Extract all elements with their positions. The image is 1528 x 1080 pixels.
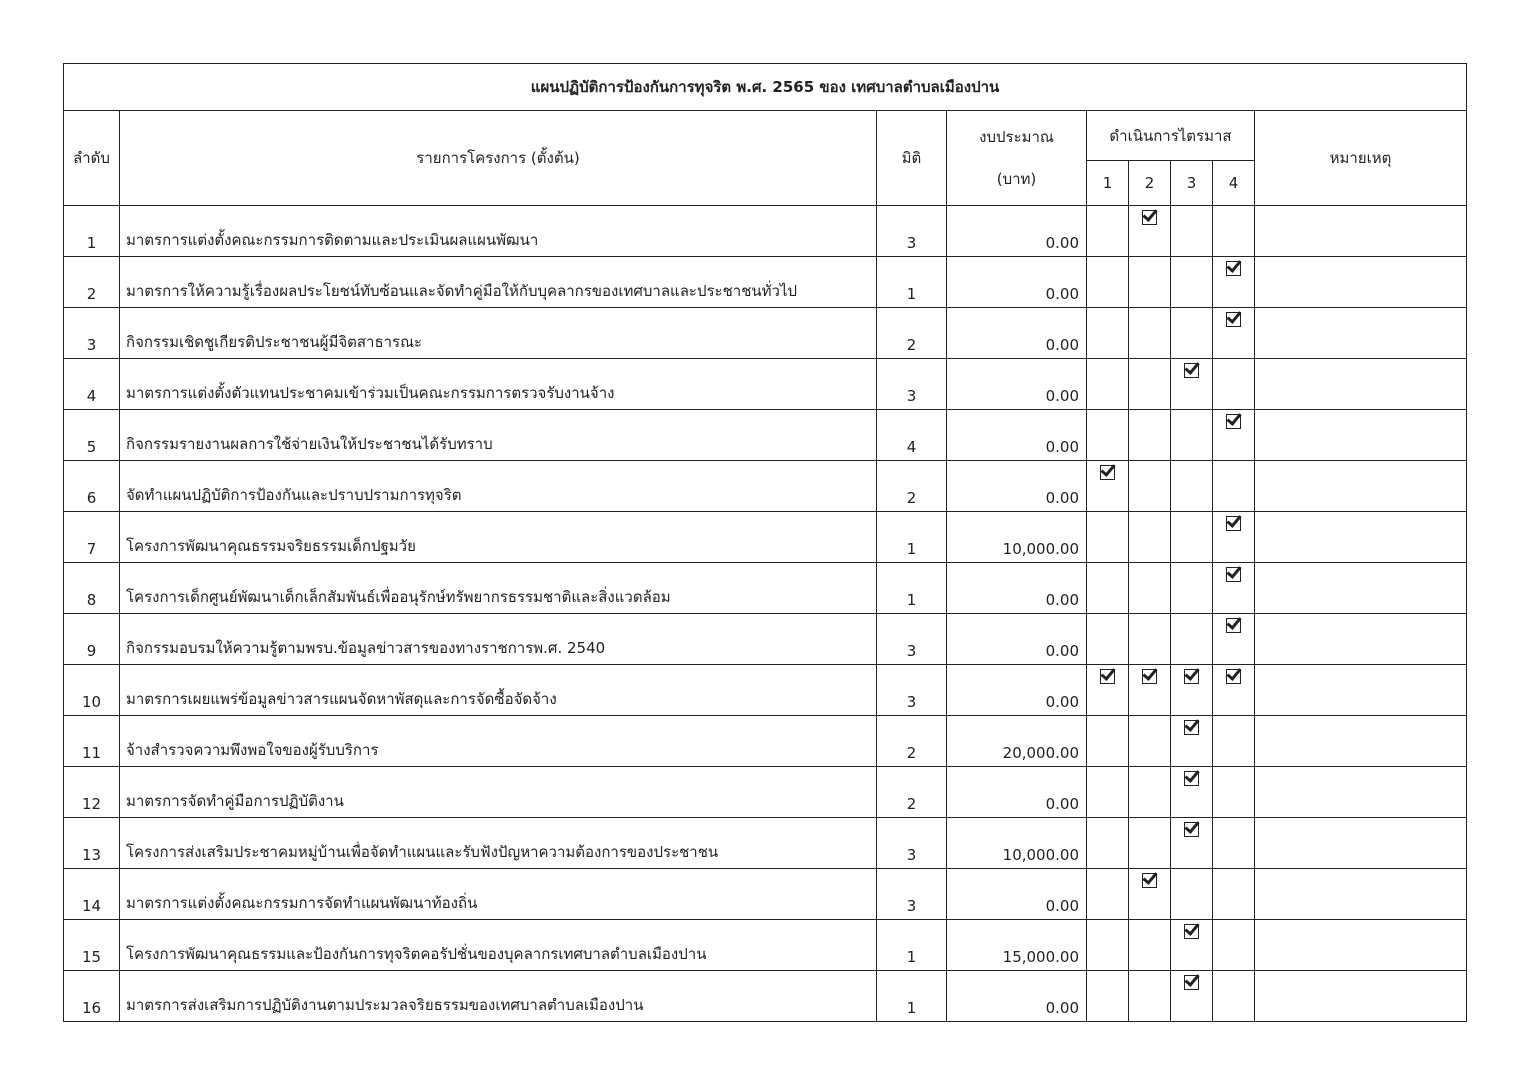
checkbox-checked-icon [1226,567,1241,582]
table-row [64,869,1467,920]
project-name: จ้างสำรวจความพึงพอใจของผู้รับบริการ [120,716,877,767]
quarter-2-cell [1129,512,1171,563]
remark-cell [1255,308,1467,359]
checkbox-checked-icon [1142,669,1157,684]
quarter-4-cell [1213,461,1255,512]
budget-value: 0.00 [947,410,1087,461]
table-body [64,206,1467,1022]
dimension-value: 1 [877,512,947,563]
quarter-2-cell [1129,206,1171,257]
table-row [64,461,1467,512]
table-row [64,206,1467,257]
quarter-2-cell [1129,614,1171,665]
remark-cell [1255,461,1467,512]
quarter-4-cell [1213,308,1255,359]
quarter-2-cell [1129,869,1171,920]
remark-cell [1255,971,1467,1022]
quarter-4-cell [1213,257,1255,308]
project-name: โครงการเด็กศูนย์พัฒนาเด็กเล็กสัมพันธ์เพื่ออนุรักษ์ทรัพยากรธรรมชาติและสิ่งแวดล้อม [120,563,877,614]
dimension-value: 3 [877,818,947,869]
remark-cell [1255,563,1467,614]
budget-value: 10,000.00 [947,818,1087,869]
budget-value: 20,000.00 [947,716,1087,767]
quarter-4-cell [1213,359,1255,410]
quarter-3-cell [1171,308,1213,359]
budget-value: 0.00 [947,665,1087,716]
dimension-value: 3 [877,665,947,716]
checkbox-checked-icon [1226,261,1241,276]
row-number: 15 [64,920,120,971]
quarter-3-cell [1171,767,1213,818]
quarter-1-cell [1087,410,1129,461]
checkbox-checked-icon [1100,669,1115,684]
quarter-4-cell [1213,563,1255,614]
quarter-2-cell [1129,818,1171,869]
dimension-value: 3 [877,869,947,920]
project-name: มาตรการแต่งตั้งคณะกรรมการติดตามและประเมินผลแผนพัฒนา [120,206,877,257]
quarter-1-cell [1087,971,1129,1022]
remark-cell [1255,767,1467,818]
project-name: กิจกรรมอบรมให้ความรู้ตามพรบ.ข้อมูลข่าวสารของทางราชการพ.ศ. 2540 [120,614,877,665]
quarter-4-cell [1213,410,1255,461]
quarter-2-cell [1129,563,1171,614]
table-row [64,359,1467,410]
quarter-4-cell [1213,818,1255,869]
quarter-2-cell [1129,359,1171,410]
quarter-4-cell [1213,869,1255,920]
project-name: มาตรการส่งเสริมการปฏิบัติงานตามประมวลจริยธรรมของเทศบาลตำบลเมืองปาน [120,971,877,1022]
quarter-2-cell [1129,257,1171,308]
quarter-3-cell [1171,869,1213,920]
dimension-value: 1 [877,920,947,971]
project-name: มาตรการแต่งตั้งคณะกรรมการจัดทำแผนพัฒนาท้องถิ่น [120,869,877,920]
quarter-4-cell [1213,512,1255,563]
quarter-1-cell [1087,206,1129,257]
table-row [64,614,1467,665]
row-number: 16 [64,971,120,1022]
quarter-3-cell [1171,461,1213,512]
project-name: โครงการส่งเสริมประชาคมหมู่บ้านเพื่อจัดทำแผนและรับฟังปัญหาความต้องการของประชาชน [120,818,877,869]
quarter-1-cell [1087,563,1129,614]
remark-cell [1255,206,1467,257]
quarter-4-cell [1213,665,1255,716]
budget-value: 0.00 [947,563,1087,614]
budget-value: 0.00 [947,614,1087,665]
header-quarter: ดำเนินการไตรมาส [1087,111,1255,161]
quarter-4-cell [1213,206,1255,257]
checkbox-checked-icon [1184,822,1199,837]
quarter-4-cell [1213,614,1255,665]
quarter-3-cell [1171,206,1213,257]
budget-value: 0.00 [947,869,1087,920]
table-row [64,818,1467,869]
budget-value: 0.00 [947,461,1087,512]
quarter-2-cell [1129,308,1171,359]
quarter-1-cell [1087,818,1129,869]
row-number: 7 [64,512,120,563]
checkbox-checked-icon [1184,669,1199,684]
table-row [64,410,1467,461]
quarter-1-cell [1087,257,1129,308]
remark-cell [1255,869,1467,920]
dimension-value: 3 [877,359,947,410]
table-row [64,920,1467,971]
checkbox-checked-icon [1226,669,1241,684]
checkbox-checked-icon [1100,465,1115,480]
quarter-2-cell [1129,410,1171,461]
table-row [64,257,1467,308]
quarter-2-cell [1129,461,1171,512]
row-number: 1 [64,206,120,257]
header-project: รายการโครงการ (ตั้งต้น) [120,111,877,206]
header-dimension: มิติ [877,111,947,206]
checkbox-checked-icon [1226,516,1241,531]
row-number: 4 [64,359,120,410]
dimension-value: 4 [877,410,947,461]
header-budget-line2: (บาท) [996,170,1037,188]
quarter-2-cell [1129,665,1171,716]
project-name: โครงการพัฒนาคุณธรรมและป้องกันการทุจริตคอรัปชั่นของบุคลากรเทศบาลตำบลเมืองปาน [120,920,877,971]
quarter-3-cell [1171,818,1213,869]
remark-cell [1255,410,1467,461]
table-row [64,563,1467,614]
header-q2: 2 [1129,161,1171,206]
checkbox-checked-icon [1226,312,1241,327]
project-name: กิจกรรมเชิดชูเกียรติประชาชนผู้มีจิตสาธารณะ [120,308,877,359]
budget-value: 0.00 [947,257,1087,308]
quarter-1-cell [1087,767,1129,818]
quarter-4-cell [1213,767,1255,818]
budget-value: 10,000.00 [947,512,1087,563]
quarter-1-cell [1087,308,1129,359]
dimension-value: 1 [877,563,947,614]
quarter-3-cell [1171,665,1213,716]
budget-value: 0.00 [947,971,1087,1022]
row-number: 2 [64,257,120,308]
quarter-1-cell [1087,665,1129,716]
header-q3: 3 [1171,161,1213,206]
quarter-3-cell [1171,971,1213,1022]
quarter-3-cell [1171,563,1213,614]
quarter-2-cell [1129,716,1171,767]
budget-value: 0.00 [947,767,1087,818]
table-row [64,716,1467,767]
remark-cell [1255,512,1467,563]
remark-cell [1255,257,1467,308]
header-budget [947,111,1087,206]
project-name: จัดทำแผนปฏิบัติการป้องกันและปราบปรามการทุจริต [120,461,877,512]
dimension-value: 1 [877,257,947,308]
row-number: 8 [64,563,120,614]
table-row [64,767,1467,818]
dimension-value: 3 [877,614,947,665]
checkbox-checked-icon [1226,414,1241,429]
row-number: 13 [64,818,120,869]
quarter-4-cell [1213,716,1255,767]
project-name: มาตรการให้ความรู้เรื่องผลประโยชน์ทับซ้อนและจัดทำคู่มือให้กับบุคลากรของเทศบาลและประชาชนทั่วไป [120,257,877,308]
quarter-1-cell [1087,614,1129,665]
quarter-1-cell [1087,869,1129,920]
remark-cell [1255,614,1467,665]
quarter-3-cell [1171,920,1213,971]
row-number: 9 [64,614,120,665]
checkbox-checked-icon [1184,771,1199,786]
budget-value: 15,000.00 [947,920,1087,971]
budget-value: 0.00 [947,308,1087,359]
row-number: 3 [64,308,120,359]
dimension-value: 2 [877,716,947,767]
dimension-value: 2 [877,461,947,512]
row-number: 11 [64,716,120,767]
quarter-1-cell [1087,359,1129,410]
quarter-3-cell [1171,359,1213,410]
remark-cell [1255,920,1467,971]
remark-cell [1255,359,1467,410]
quarter-1-cell [1087,920,1129,971]
quarter-2-cell [1129,767,1171,818]
checkbox-checked-icon [1184,975,1199,990]
remark-cell [1255,716,1467,767]
dimension-value: 2 [877,767,947,818]
row-number: 6 [64,461,120,512]
header-no: ลำดับ [64,111,120,206]
quarter-4-cell [1213,971,1255,1022]
quarter-3-cell [1171,716,1213,767]
row-number: 10 [64,665,120,716]
remark-cell [1255,818,1467,869]
row-number: 5 [64,410,120,461]
row-number: 12 [64,767,120,818]
quarter-1-cell [1087,512,1129,563]
checkbox-checked-icon [1184,720,1199,735]
quarter-3-cell [1171,512,1213,563]
budget-value: 0.00 [947,359,1087,410]
project-name: โครงการพัฒนาคุณธรรมจริยธรรมเด็กปฐมวัย [120,512,877,563]
quarter-2-cell [1129,971,1171,1022]
project-name: มาตรการจัดทำคู่มือการปฏิบัติงาน [120,767,877,818]
anti-corruption-plan-table [63,63,1467,1022]
checkbox-checked-icon [1184,363,1199,378]
project-name: มาตรการเผยแพร่ข้อมูลข่าวสารแผนจัดหาพัสดุและการจัดซื้อจัดจ้าง [120,665,877,716]
row-number: 14 [64,869,120,920]
table-row [64,308,1467,359]
header-q4: 4 [1213,161,1255,206]
dimension-value: 1 [877,971,947,1022]
checkbox-checked-icon [1184,924,1199,939]
checkbox-checked-icon [1142,873,1157,888]
quarter-1-cell [1087,461,1129,512]
quarter-4-cell [1213,920,1255,971]
dimension-value: 2 [877,308,947,359]
table-row [64,665,1467,716]
quarter-3-cell [1171,257,1213,308]
table-row [64,971,1467,1022]
project-name: มาตรการแต่งตั้งตัวแทนประชาคมเข้าร่วมเป็นคณะกรรมการตรวจรับงานจ้าง [120,359,877,410]
dimension-value: 3 [877,206,947,257]
quarter-2-cell [1129,920,1171,971]
quarter-3-cell [1171,614,1213,665]
header-budget-line1: งบประมาณ [979,128,1054,146]
project-name: กิจกรรมรายงานผลการใช้จ่ายเงินให้ประชาชนได้รับทราบ [120,410,877,461]
quarter-3-cell [1171,410,1213,461]
document-title: แผนปฏิบัติการป้องกันการทุจริต พ.ศ. 2565 ของ เทศบาลตำบลเมืองปาน [64,64,1467,111]
checkbox-checked-icon [1226,618,1241,633]
header-remark: หมายเหตุ [1255,111,1467,206]
quarter-1-cell [1087,716,1129,767]
table-row [64,512,1467,563]
budget-value: 0.00 [947,206,1087,257]
remark-cell [1255,665,1467,716]
checkbox-checked-icon [1142,210,1157,225]
header-q1: 1 [1087,161,1129,206]
